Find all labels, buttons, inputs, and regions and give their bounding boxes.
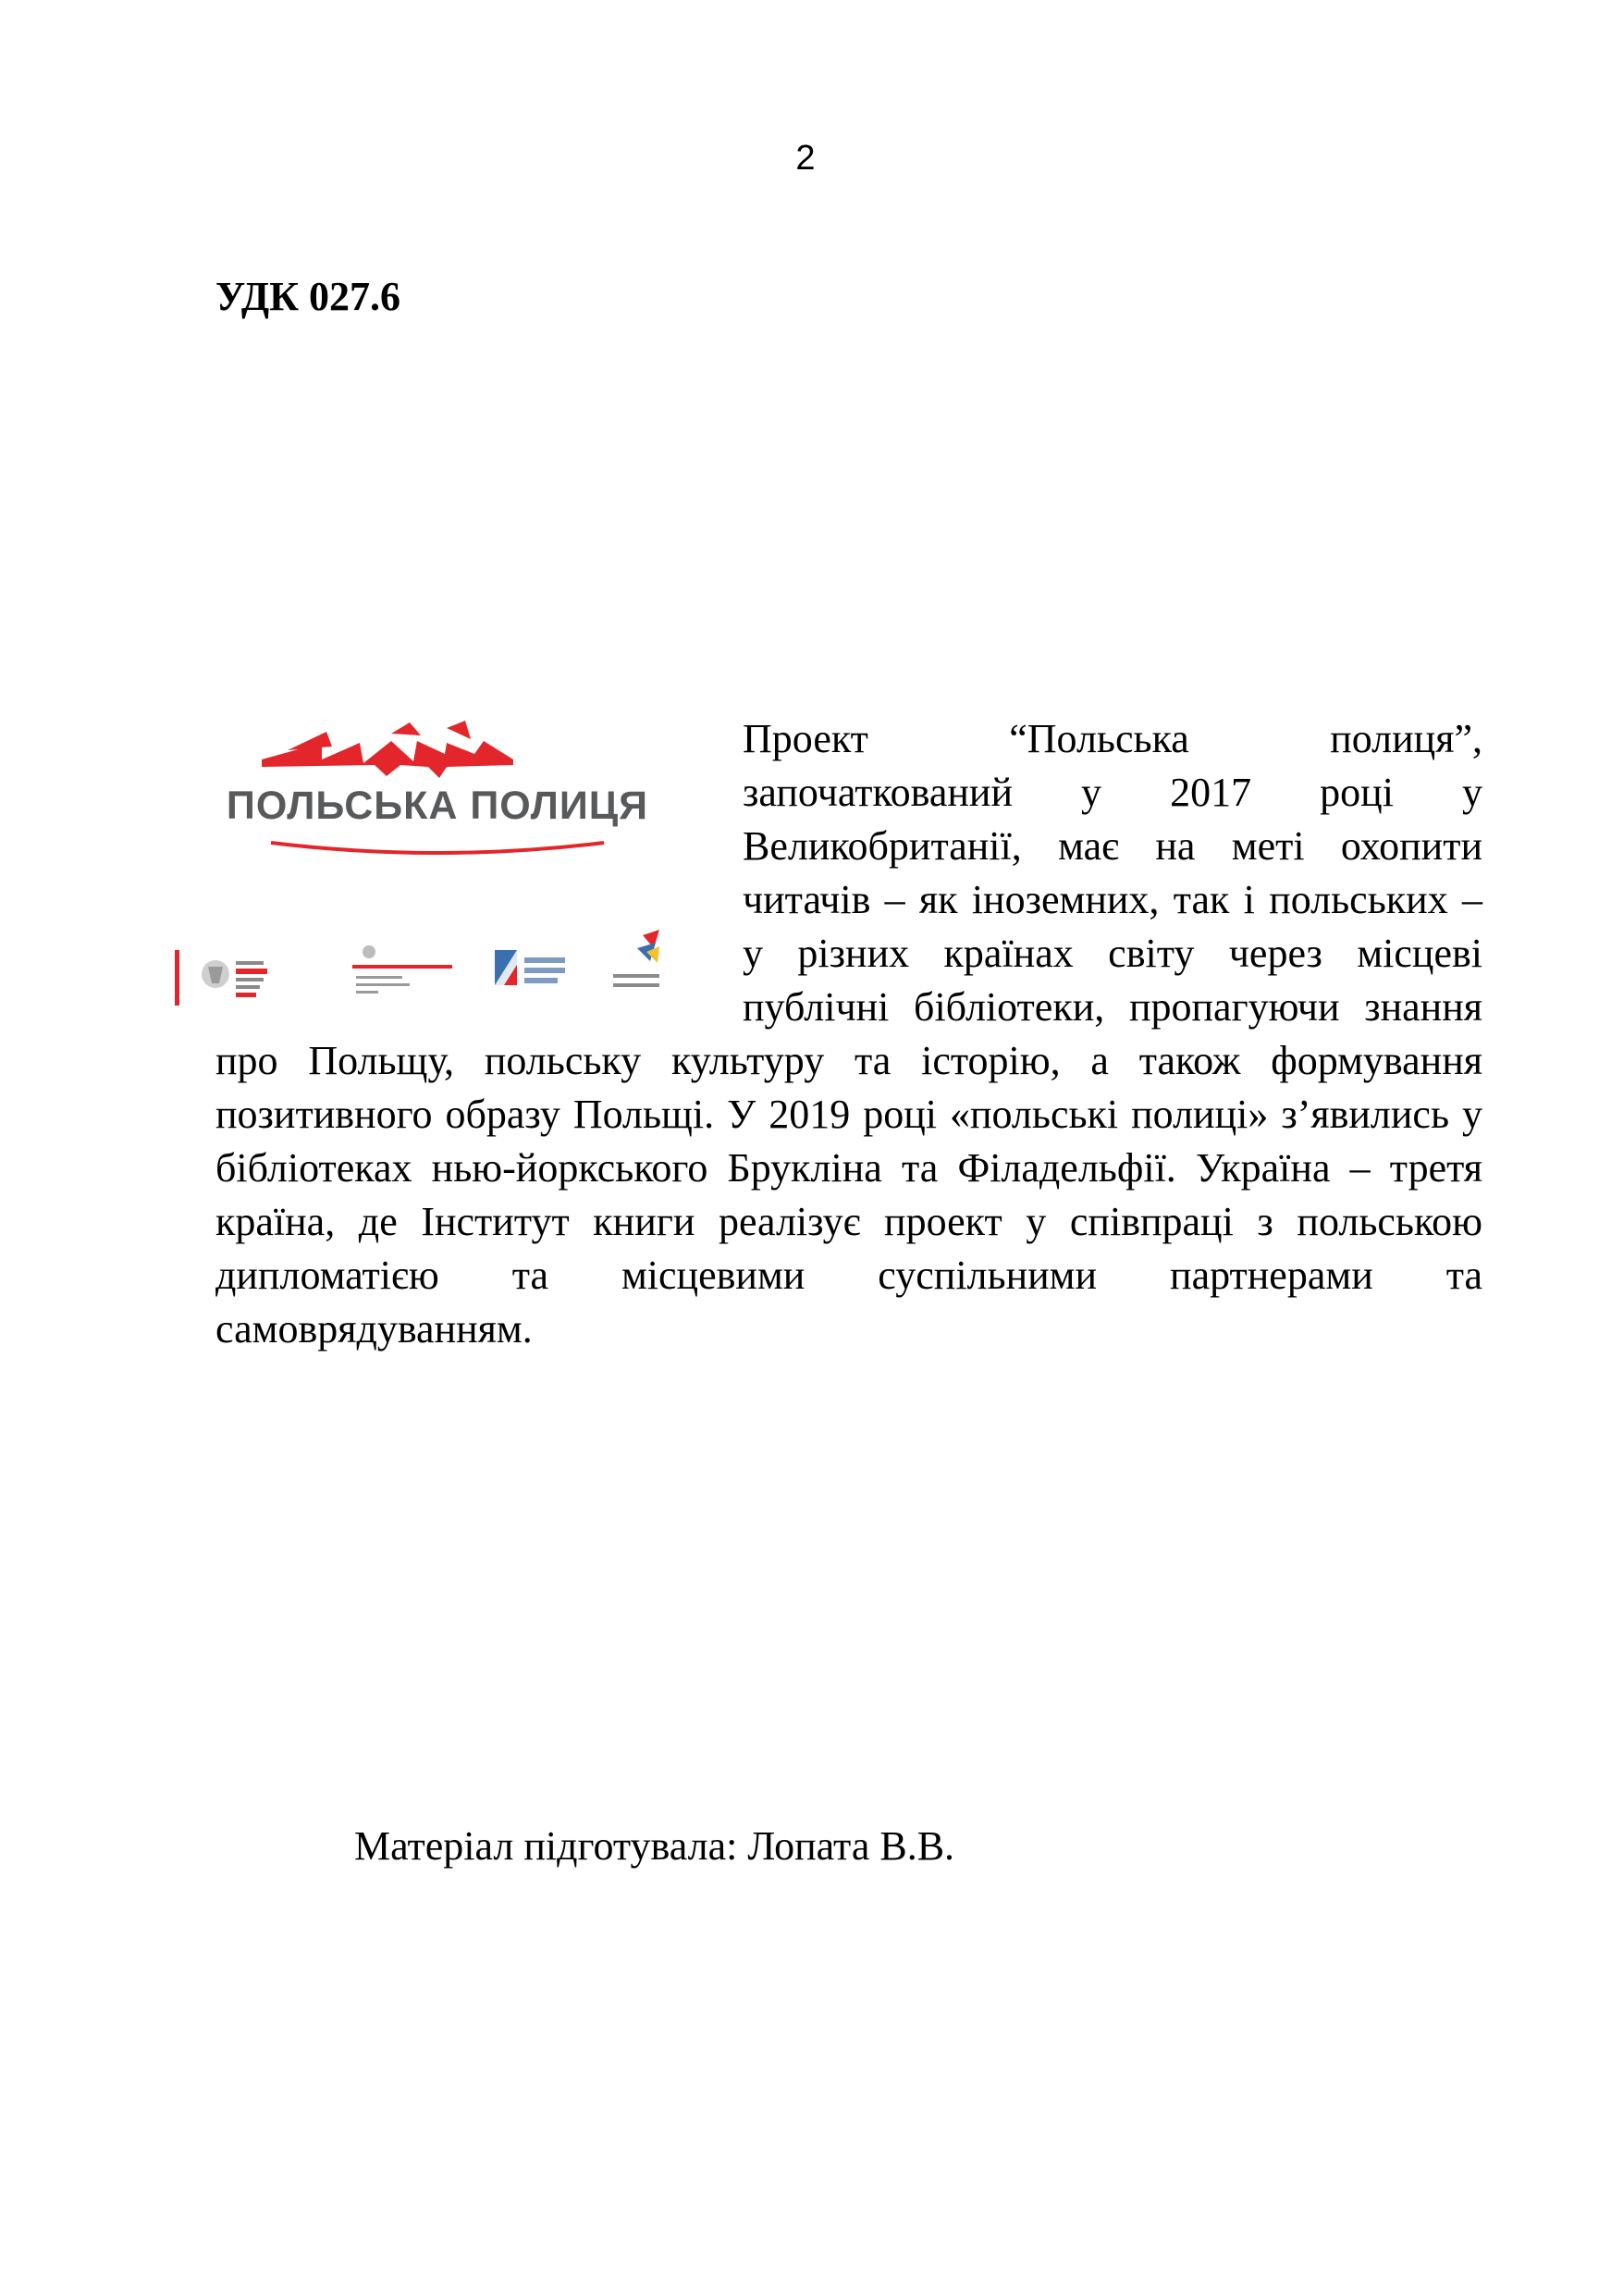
polish-shelf-logo [169, 706, 709, 1029]
udk-code: УДК 027.6 [215, 274, 401, 319]
page-number: 2 [795, 139, 816, 178]
prepared-by: Матеріал підготувала: Лопата В.В. [354, 1823, 955, 1869]
article-body [215, 712, 1482, 1356]
svg-text:ПОЛЬСЬКА ПОЛИЦЯ: ПОЛЬСЬКА ПОЛИЦЯ [226, 784, 649, 828]
article-text: Проект “Польська полиця”, започаткований у 2017 році у Великобританії, має на меті охопити читачів – як іноземних, так і польських – у різних країнах світу через місцеві публічні бібліотеки, пропагуючи знання про Польщу, польську культуру та історію, а також формування позитивного образу Польщі. У 2019 році «польські полиці» з’явились у бібліотеках нью-йоркського Брукліна та Філадельфії. Україна – третя країна, де Інститут книги реалізує проект у співпраці з польською дипломатією та місцевими суспільними партнерами та самоврядуванням. [215, 716, 1482, 1352]
